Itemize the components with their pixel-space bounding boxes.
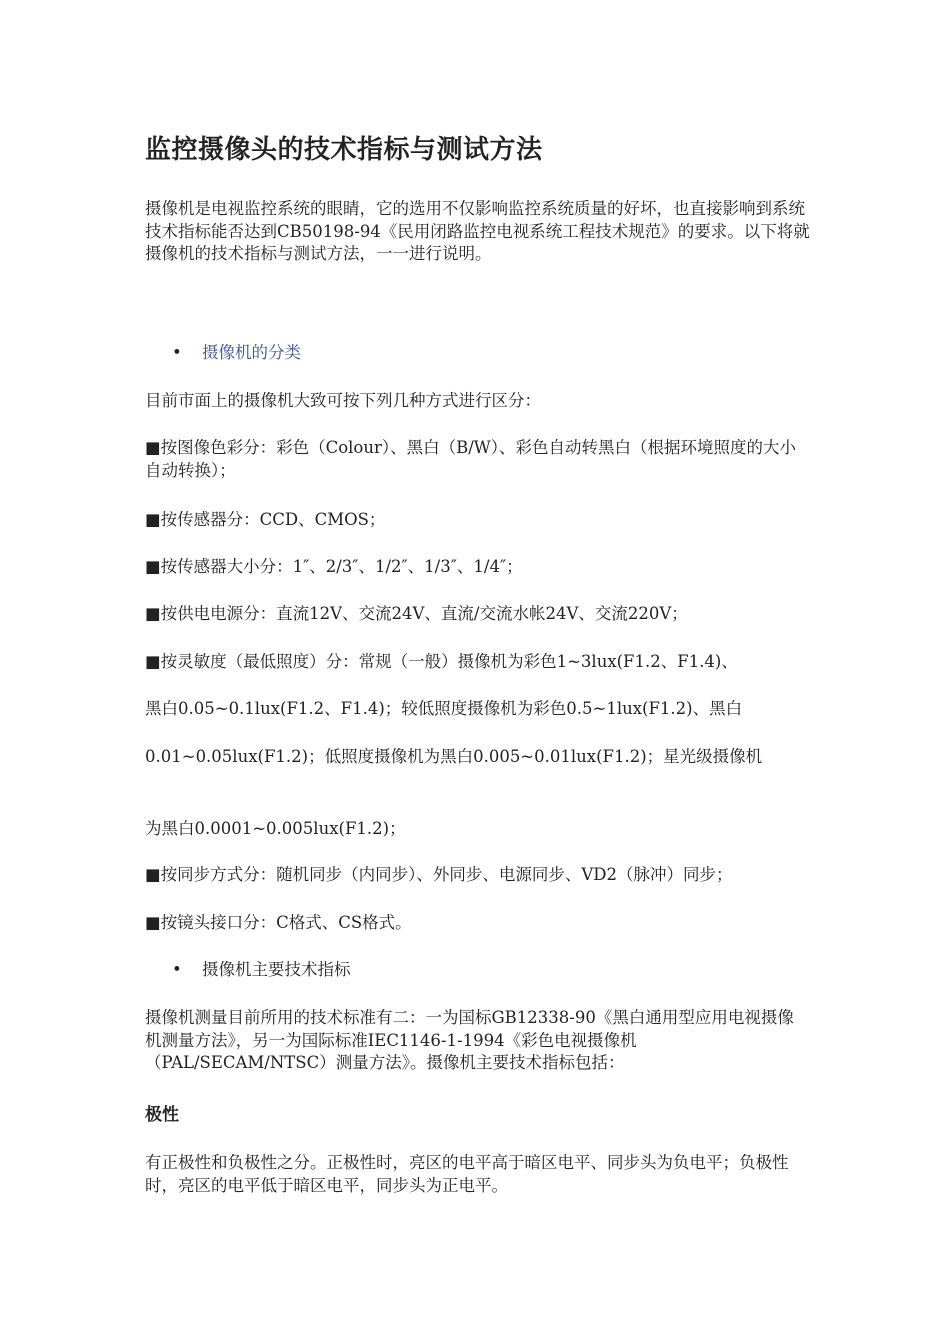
item-sensor-size: ■按传感器大小分：1″、2/3″、1/2″、1/3″、1/4″； bbox=[145, 557, 523, 576]
item-sensitivity-line-1: ■按灵敏度（最低照度）分：常规（一般）摄像机为彩色1~3lux(F1.2、F1.4)、 bbox=[145, 652, 738, 671]
bullet-dot-icon: • bbox=[172, 960, 182, 979]
bullet-camera-classification[interactable] bbox=[172, 341, 301, 365]
page-title: 监控摄像头的技术指标与测试方法 bbox=[145, 135, 543, 165]
bullet-main-specs bbox=[172, 958, 351, 982]
intro-paragraph: 摄像机是电视监控系统的眼睛，它的选用不仅影响监控系统质量的好坏，也直接影响到系统技术指标能否达到CB50198-94《民用闭路监控电视系统工程技术规范》的要求。以下将就摄像机的技术指标与测试方法，一一进行说明。 bbox=[145, 199, 810, 263]
classification-lead: 目前市面上的摄像机大致可按下列几种方式进行区分： bbox=[145, 391, 541, 410]
item-color-classification: ■按图像色彩分：彩色（Colour）、黑白（B/W）、彩色自动转黑白（根据环境照度的大小自动转换）； bbox=[145, 438, 797, 480]
bullet-dot-icon: • bbox=[172, 343, 182, 362]
item-sensitivity-line-4: 为黑白0.0001~0.005lux(F1.2)； bbox=[145, 819, 406, 838]
item-sync-mode: ■按同步方式分：随机同步（内同步）、外同步、电源同步、VD2（脉冲）同步； bbox=[145, 865, 733, 884]
item-power-supply: ■按供电电源分：直流12V、交流24V、直流/交流水帐24V、交流220V； bbox=[145, 604, 688, 623]
item-sensor-type: ■按传感器分：CCD、CMOS； bbox=[145, 510, 386, 529]
polarity-paragraph: 有正极性和负极性之分。正极性时，亮区的电平高于暗区电平、同步头为负电平；负极性时，亮区的电平低于暗区电平，同步头为正电平。 bbox=[145, 1153, 789, 1195]
bullet-label-main-specs: 摄像机主要技术指标 bbox=[202, 960, 351, 979]
specs-standards-paragraph: 摄像机测量目前所用的技术标准有二：一为国标GB12338-90《黑白通用型应用电视摄像机测量方法》，另一为国际标准IEC1146-1-1994《彩色电视摄像机（PAL/SECAM/NTSC）测量方法》。摄像机主要技术指标包括： bbox=[145, 1008, 794, 1072]
item-sensitivity-line-3: 0.01~0.05lux(F1.2)；低照度摄像机为黑白0.005~0.01lux(F1.2)；星光级摄像机 bbox=[145, 747, 763, 766]
bullet-label-classification[interactable]: 摄像机的分类 bbox=[202, 343, 301, 362]
item-sensitivity-line-2: 黑白0.05~0.1lux(F1.2、F1.4)；较低照度摄像机为彩色0.5~1lux(F1.2)、黑白 bbox=[145, 699, 743, 718]
item-lens-mount: ■按镜头接口分：C格式、CS格式。 bbox=[145, 913, 412, 932]
polarity-heading: 极性 bbox=[145, 1105, 179, 1125]
